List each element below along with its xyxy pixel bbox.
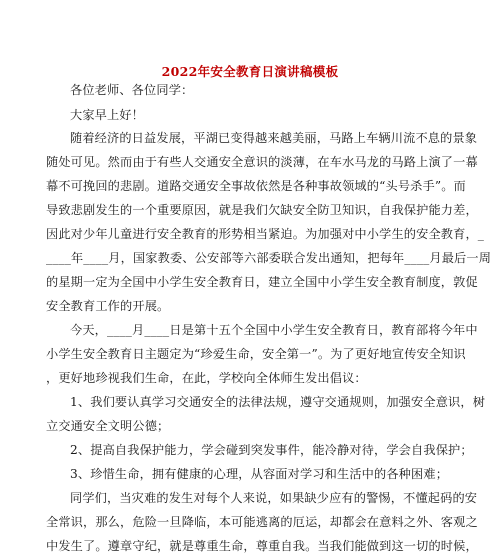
paragraph-line: 随处可见。然而由于有些人交通安全意识的淡薄，在车水马龙的马路上演了一幕 — [46, 155, 478, 169]
paragraph-line: ____年____月，国家教委、公安部等六部委联合发出通知，把每年____月最后一周 — [46, 251, 492, 265]
paragraph-line: 中发生了。遵章守纪，就是尊重生命，尊重自我。当我们能做到这一切的时候， — [46, 539, 478, 553]
paragraph-line: 小学生安全教育日主题定为“珍爱生命，安全第一”。为了更好地宣传安全知识 — [46, 347, 466, 361]
paragraph-line: 同学们，当灾难的发生对每个人来说，如果缺少应有的警惕，不懂起码的安 — [70, 491, 478, 505]
paragraph-line: 安全教育工作的开展。 — [46, 299, 170, 313]
paragraph-line: 的星期一定为全国中小学生安全教育日，建立全国中小学生安全教育制度，敦促 — [46, 275, 478, 289]
paragraph-line: 幕不可挽回的悲剧。道路交通安全事故依然是各种事故领域的“头号杀手”。而 — [46, 179, 466, 193]
paragraph-line: 导致悲剧发生的一个重要原因，就是我们欠缺安全防卫知识，自我保护能力差， — [46, 203, 478, 217]
document-title: 2022年安全教育日演讲稿模板 — [161, 64, 339, 79]
paragraph-line: 因此对少年儿童进行安全教育的形势相当紧迫。为加强对中小学生的安全教育，_ — [46, 227, 485, 241]
salutation-line: 各位老师、各位同学： — [70, 83, 194, 97]
proposal-item: 1、我们要认真学习交通安全的法律法规，遵守交通规则，加强安全意识，树 — [70, 395, 486, 409]
proposal-item-continued: 立交通安全文明公德； — [46, 419, 170, 433]
paragraph-line: 今天，____月____日是第十五个全国中小学生安全教育日，教育部将今年中 — [70, 323, 478, 337]
proposal-item: 3、珍惜生命，拥有健康的心理，从容面对学习和生活中的各种困难； — [70, 467, 449, 481]
paragraph-line: 全常识，那么，危险一旦降临，本可能逃离的厄运，却都会在意料之外、客观之 — [46, 515, 478, 529]
paragraph-line: ，更好地珍视我们生命，在此，学校向全体师生发出倡议： — [46, 371, 367, 385]
greeting-line: 大家早上好！ — [70, 108, 145, 122]
paragraph-line: 随着经济的日益发展，平湖已变得越来越美丽，马路上车辆川流不息的景象 — [70, 131, 478, 145]
proposal-item: 2、提高自我保护能力，学会碰到突发事件，能冷静对待，学会自我保护； — [70, 443, 473, 457]
